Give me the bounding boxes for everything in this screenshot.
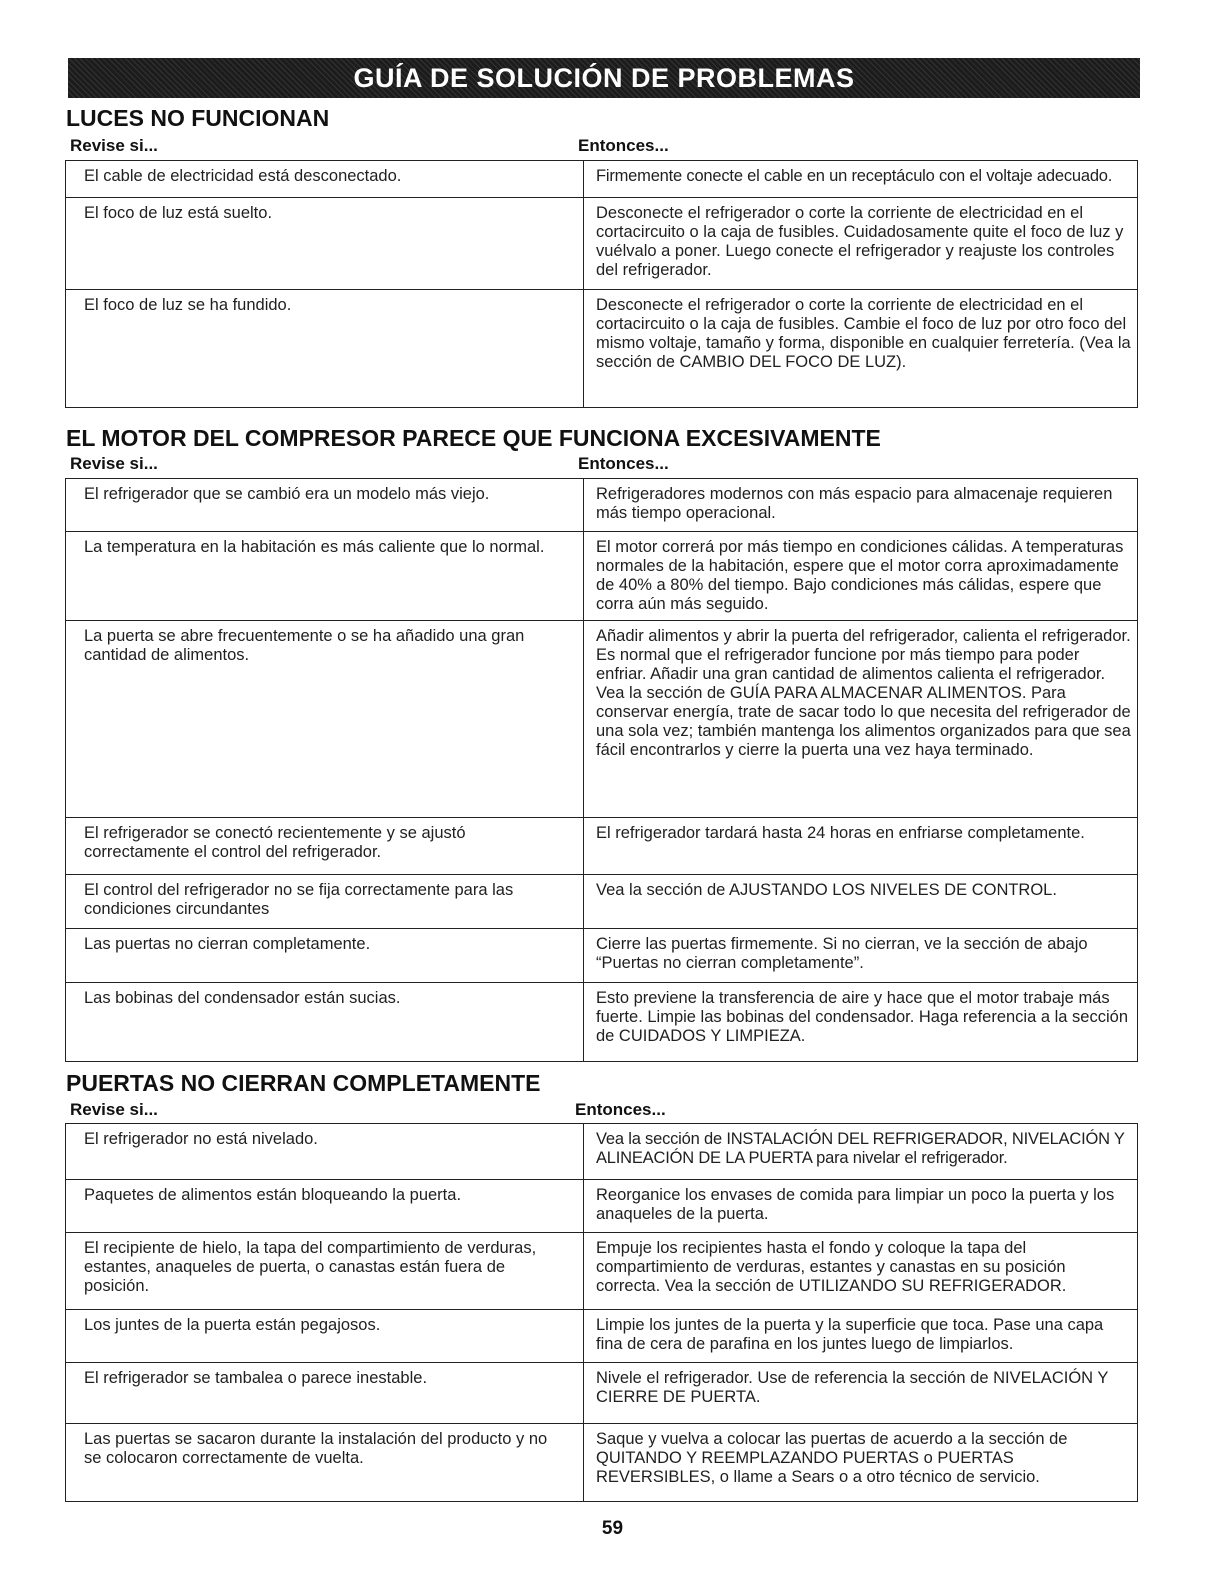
table-row	[66, 1363, 1138, 1424]
section-title-motor: EL MOTOR DEL COMPRESOR PARECE QUE FUNCIONA EXCESIVAMENTE	[66, 425, 881, 451]
check-cell: El refrigerador que se cambió era un modelo más viejo.	[66, 479, 584, 532]
table-row	[66, 1180, 1138, 1233]
check-cell: El foco de luz está suelto.	[66, 198, 584, 290]
table-motor	[65, 478, 1138, 1062]
then-cell: Refrigeradores modernos con más espacio para almacenaje requieren más tiempo operacional.	[584, 479, 1138, 532]
check-cell: Las puertas no cierran completamente.	[66, 929, 584, 983]
table-row	[66, 1424, 1138, 1502]
check-cell: Paquetes de alimentos están bloqueando la puerta.	[66, 1180, 584, 1233]
then-cell: Desconecte el refrigerador o corte la corriente de electricidad en el cortacircuito o la caja de fusibles. Cuidadosamente quite el foco de luz y vuélvalo a poner. Luego conecte el refrigerador y reajuste los controles del refrigerador.	[584, 198, 1138, 290]
then-cell: Vea la sección de AJUSTANDO LOS NIVELES DE CONTROL.	[584, 875, 1138, 929]
section-title-puertas: PUERTAS NO CIERRAN COMPLETAMENTE	[66, 1070, 541, 1096]
column-header-revise: Revise si...	[70, 454, 158, 473]
then-cell: Nivele el refrigerador. Use de referencia la sección de NIVELACIÓN Y CIERRE DE PUERTA.	[584, 1363, 1138, 1424]
then-cell: Reorganice los envases de comida para limpiar un poco la puerta y los anaqueles de la puerta.	[584, 1180, 1138, 1233]
table-row	[66, 161, 1138, 198]
then-cell: Firmemente conecte el cable en un receptáculo con el voltaje adecuado.	[584, 161, 1138, 198]
table-row	[66, 983, 1138, 1062]
then-cell: Saque y vuelva a colocar las puertas de acuerdo a la sección de QUITANDO Y REEMPLAZANDO PUERTAS o PUERTAS REVERSIBLES, o llame a Sears o a otro técnico de servicio.	[584, 1424, 1138, 1502]
check-cell: Las bobinas del condensador están sucias.	[66, 983, 584, 1062]
section-title-luces: LUCES NO FUNCIONAN	[66, 105, 330, 131]
page-number: 59	[601, 1518, 624, 1539]
table-row	[66, 875, 1138, 929]
column-header-revise: Revise si...	[70, 136, 158, 155]
check-cell: El recipiente de hielo, la tapa del compartimiento de verduras, estantes, anaqueles de puerta, o canastas están fuera de posición.	[66, 1233, 584, 1310]
table-row	[66, 532, 1138, 621]
check-cell: La puerta se abre frecuentemente o se ha añadido una gran cantidad de alimentos.	[66, 621, 584, 818]
column-header-entonces: Entonces...	[578, 136, 669, 155]
then-cell: Limpie los juntes de la puerta y la superficie que toca. Pase una capa fina de cera de parafina en los juntes luego de limpiarlos.	[584, 1310, 1138, 1363]
then-cell: Cierre las puertas firmemente. Si no cierran, ve la sección de abajo “Puertas no cierran completamente”.	[584, 929, 1138, 983]
then-cell: Añadir alimentos y abrir la puerta del refrigerador, calienta el refrigerador. Es normal que el refrigerador funcione por más tiempo para poder enfriar. Añadir una gran cantidad de alimentos calienta el refrigerador. Vea la sección de GUÍA PARA ALMACENAR ALIMENTOS. Para conservar energía, trate de sacar todo lo que necesita del refrigerador de una sola vez; también mantenga los alimentos organizados para que sea fácil encontrarlos y cierre la puerta una vez haya terminado.	[584, 621, 1138, 818]
check-cell: Las puertas se sacaron durante la instalación del producto y no se colocaron correctamente de vuelta.	[66, 1424, 584, 1502]
column-header-revise: Revise si...	[70, 1100, 158, 1119]
table-row	[66, 479, 1138, 532]
check-cell: El refrigerador se conectó recientemente y se ajustó correctamente el control del refrigerador.	[66, 818, 584, 875]
banner-title: GUÍA DE SOLUCIÓN DE PROBLEMAS	[353, 62, 855, 93]
table-row	[66, 818, 1138, 875]
check-cell: El control del refrigerador no se fija correctamente para las condiciones circundantes	[66, 875, 584, 929]
then-cell: Esto previene la transferencia de aire y hace que el motor trabaje más fuerte. Limpie las bobinas del condensador. Haga referencia a la sección de CUIDADOS Y LIMPIEZA.	[584, 983, 1138, 1062]
then-cell: El motor correrá por más tiempo en condiciones cálidas. A temperaturas normales de la habitación, espere que el motor corra aproximadamente de 40% a 80% del tiempo. Bajo condiciones más cálidas, espere que corra aún más seguido.	[584, 532, 1138, 621]
check-cell: Los juntes de la puerta están pegajosos.	[66, 1310, 584, 1363]
table-row	[66, 929, 1138, 983]
table-luces	[65, 160, 1138, 408]
table-row	[66, 1124, 1138, 1180]
table-row	[66, 1310, 1138, 1363]
table-row	[66, 1233, 1138, 1310]
then-cell: Vea la sección de INSTALACIÓN DEL REFRIGERADOR, NIVELACIÓN Y ALINEACIÓN DE LA PUERTA para nivelar el refrigerador.	[584, 1124, 1138, 1180]
column-header-entonces: Entonces...	[578, 454, 669, 473]
check-cell: El cable de electricidad está desconectado.	[66, 161, 584, 198]
check-cell: El refrigerador no está nivelado.	[66, 1124, 584, 1180]
then-cell: Desconecte el refrigerador o corte la corriente de electricidad en el cortacircuito o la caja de fusibles. Cambie el foco de luz por otro foco del mismo voltaje, tamaño y forma, disponible en cualquier ferretería. (Vea la sección de CAMBIO DEL FOCO DE LUZ).	[584, 290, 1138, 408]
table-puertas	[65, 1123, 1138, 1502]
table-row	[66, 621, 1138, 818]
column-header-entonces: Entonces...	[575, 1100, 666, 1119]
table-row	[66, 198, 1138, 290]
check-cell: La temperatura en la habitación es más caliente que lo normal.	[66, 532, 584, 621]
then-cell: Empuje los recipientes hasta el fondo y coloque la tapa del compartimiento de verduras, estantes y canastas en su posición correcta. Vea la sección de UTILIZANDO SU REFRIGERADOR.	[584, 1233, 1138, 1310]
check-cell: El refrigerador se tambalea o parece inestable.	[66, 1363, 584, 1424]
check-cell: El foco de luz se ha fundido.	[66, 290, 584, 408]
then-cell: El refrigerador tardará hasta 24 horas en enfriarse completamente.	[584, 818, 1138, 875]
table-row	[66, 290, 1138, 408]
banner	[68, 58, 1140, 98]
